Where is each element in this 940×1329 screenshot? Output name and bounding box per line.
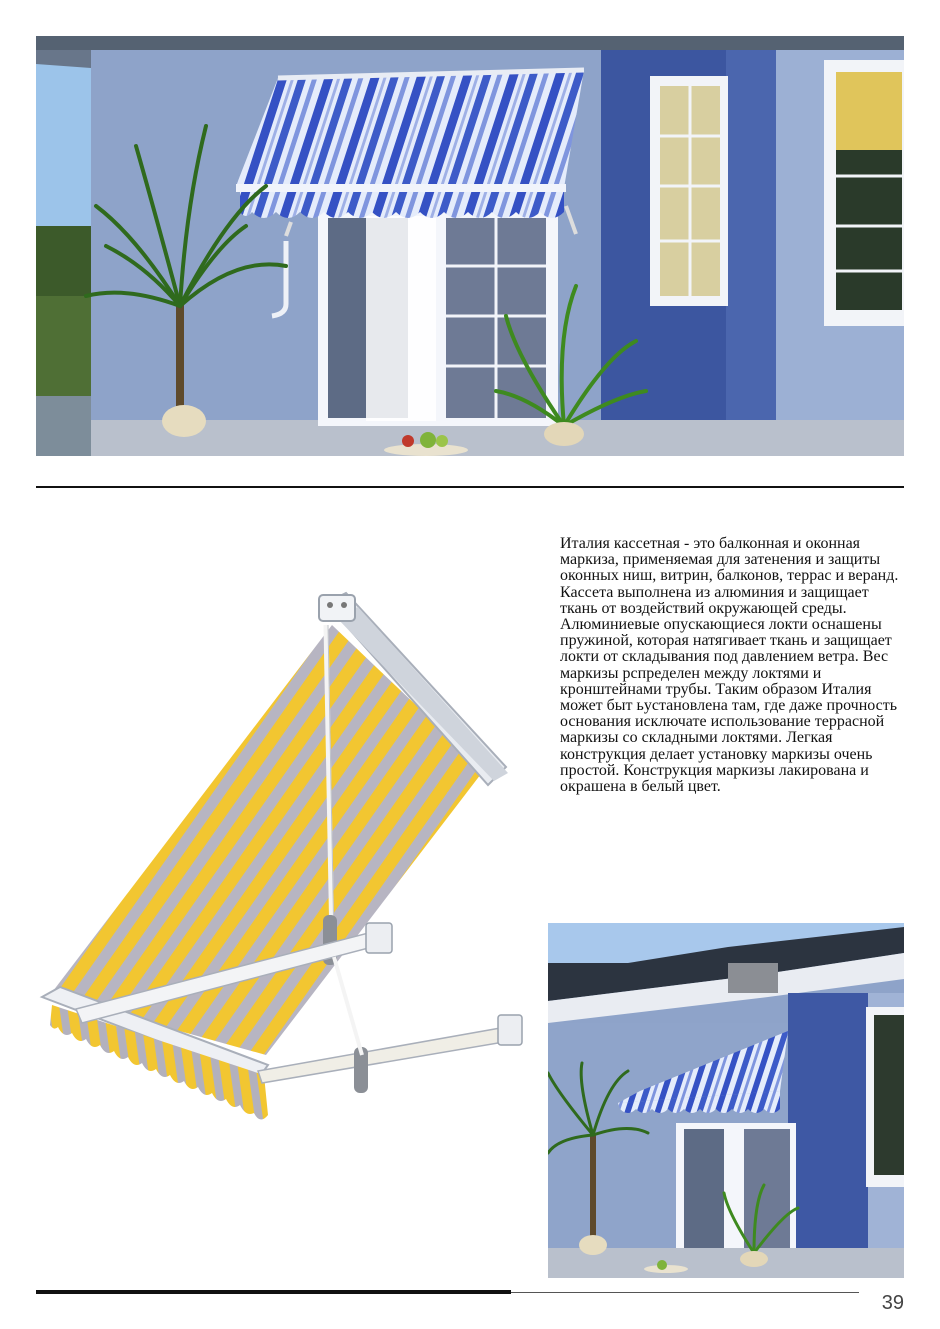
bottom-house-photo xyxy=(548,923,904,1278)
footer-rule-thick xyxy=(36,1290,511,1294)
top-house-illustration xyxy=(36,36,904,456)
top-divider xyxy=(36,486,904,488)
top-house-photo xyxy=(36,36,904,456)
product-description: Италия кассетная - это балконная и оконная маркиза, применяемая для затенения и защиты оконных ниш, витрин, балконов, террас и веранд. Кассета выполнена из алюминия и защищает ткань от воздействий окружающей среды. Алюминиевые опускающиеся локти оснашены пружиной, которая натягивает ткань и защищает локти от складывания под давлением ветра. Вес маркизы рспределен между локтями и кронштейнами трубы. Таким образом Италия может быт ьустановлена там, где даже прочность основания исключате использование террасной маркизы со складными локтями. Легкая конструкция делает установку маркизы очень простой. Конструкция маркизы лакирована и окрашена в белый цвет. xyxy=(560,535,899,796)
yellow-striped-awning-drawing xyxy=(36,585,536,1125)
footer-rule-thin xyxy=(511,1292,859,1293)
awning-product-illustration xyxy=(36,585,536,1125)
bottom-house-illustration xyxy=(548,923,904,1278)
page-number: 39 xyxy=(881,1292,904,1314)
